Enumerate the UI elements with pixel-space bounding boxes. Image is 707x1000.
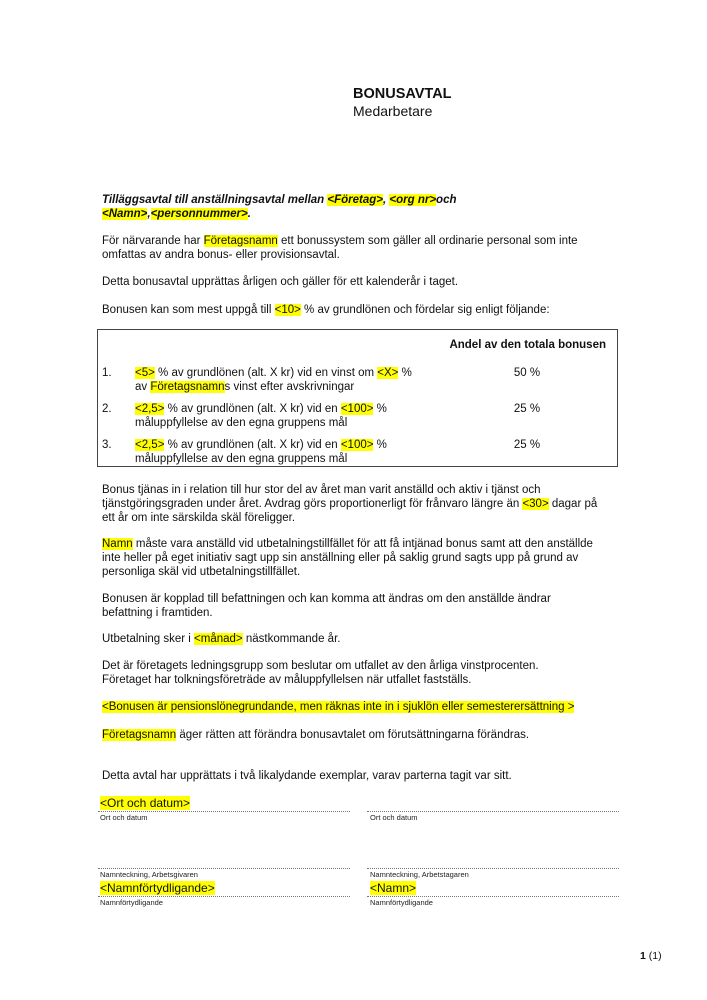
pension-placeholder: <Bonusen är pensionslönegrundande, men räknas inte in i sjuklön eller semesterersättning > [102, 701, 575, 713]
paragraph-position: Bonusen är kopplad till befattningen och kan komma att ändras om den anställde ändrar befattning i framtiden. [102, 593, 551, 619]
text: Bonusen kan som mest uppgå till [102, 304, 275, 316]
text: För närvarande har [102, 235, 204, 247]
bonus-distribution-table [97, 329, 618, 467]
text: av [135, 381, 151, 393]
text: Bonus tjänas in i relation till hur stor del av året man varit anställd och aktiv i tjänst och tjänstgöringsgraden under året. Avdrag görs proportionerligt för frånvaro längre än [102, 484, 541, 510]
text: % [398, 367, 412, 379]
name-clarification-employee: <Namn> [370, 881, 417, 895]
intro-text: Tilläggsavtal till anställningsavtal mellan [102, 194, 328, 206]
paragraph-copies: Detta avtal har upprättats i två likalydande exemplar, varav parterna tagit var sitt. [102, 770, 512, 782]
month-placeholder: <månad> [194, 633, 243, 645]
place-date-line-left [98, 811, 350, 812]
bonus-share: 50 % [513, 367, 541, 379]
name-placeholder: <Namn> [102, 208, 148, 220]
row-description [135, 438, 425, 466]
row-number: 1. [102, 367, 112, 379]
signature-line-employee [367, 868, 619, 869]
intro-conjunction: och [436, 194, 457, 206]
paragraph-max-bonus [102, 303, 622, 317]
row-number: 3. [102, 439, 112, 451]
text: nästkommande år. [242, 633, 341, 645]
clarify-line-right [367, 896, 619, 897]
paragraph-earning [102, 483, 607, 525]
text: ett bonussystem som gäller all ordinarie personal som inte omfattas av andra bonus- eller provisionsavtal. [102, 235, 578, 261]
text: Utbetalning sker i [102, 633, 195, 645]
target-placeholder: <100> [340, 403, 374, 415]
document-title: BONUSAVTAL [353, 86, 452, 102]
intro-paragraph [102, 193, 602, 221]
document-subtitle: Medarbetare [353, 103, 433, 119]
row-number: 2. [102, 403, 112, 415]
row-description [135, 402, 425, 430]
days-placeholder: <30> [522, 498, 549, 510]
row-description [135, 366, 425, 394]
text: måluppfyllelse av den egna gruppens mål [135, 453, 348, 465]
name-placeholder: Namn [102, 538, 133, 550]
company-name-placeholder: Företagsnamn [102, 729, 177, 741]
target-placeholder: <100> [340, 439, 374, 451]
percent-placeholder: <5> [135, 367, 155, 379]
place-date-placeholder: <Ort och datum> [100, 796, 191, 810]
text: måste vara anställd vid utbetalningstillfället för att få intjänad bonus samt att den anställde inte heller på eget initiativ sagt upp sin anställning eller på saklig grund sagts upp på grund av personliga skäl vid utbetalningstillfället. [102, 538, 593, 578]
bonus-share: 25 % [513, 403, 541, 415]
org-number-placeholder: <org nr> [389, 194, 437, 206]
company-placeholder: <Företag> [327, 194, 383, 206]
place-date-line-right [367, 811, 619, 812]
text: % av grundlönen (alt. X kr) vid en [164, 403, 341, 415]
text: % [373, 403, 387, 415]
paragraph-management: Det är företagets ledningsgrupp som beslutar om utfallet av den årliga vinstprocenten. Företaget har tolkningsföreträde av måluppfyllelsen när utfallet fastställs. [102, 660, 539, 686]
name-clarification-employer: <Namnförtydligande> [100, 881, 215, 895]
clarify-line-left [98, 896, 350, 897]
paragraph-payment [102, 632, 602, 646]
percent-placeholder: <2,5> [135, 439, 165, 451]
document-header [353, 86, 452, 120]
intro-separator: , [147, 208, 151, 220]
company-name-placeholder: Företagsnamn [150, 381, 225, 393]
bonus-share: 25 % [513, 439, 541, 451]
place-date-label-left: Ort och datum [100, 813, 148, 822]
paragraph-pension [102, 700, 622, 714]
text: % [373, 439, 387, 451]
text: % av grundlönen (alt. X kr) vid en [164, 439, 341, 451]
signature-line-employer [98, 868, 350, 869]
paragraph-employment-requirement [102, 537, 602, 579]
clarify-label-right: Namnförtydligande [370, 898, 433, 907]
company-name-placeholder: Företagsnamn [203, 235, 278, 247]
text: % av grundlönen (alt. X kr) vid en vinst om [154, 367, 378, 379]
paragraph-change-rights [102, 728, 602, 742]
place-date-label-right: Ort och datum [370, 813, 418, 822]
intro-end: . [247, 208, 251, 220]
signature-label-employee: Namnteckning, Arbetstagaren [370, 870, 469, 879]
signature-label-employer: Namnteckning, Arbetsgivaren [100, 870, 198, 879]
page-total: (1) [645, 950, 662, 962]
intro-separator: , [383, 194, 390, 206]
clarify-label-left: Namnförtydligande [100, 898, 163, 907]
table-header: Andel av den totala bonusen [449, 339, 606, 351]
page-number [640, 950, 662, 962]
text: dagar på ett år om inte särskilda skäl föreligger. [102, 498, 598, 524]
personal-number-placeholder: <personnummer> [150, 208, 248, 220]
target-placeholder: <X> [377, 367, 399, 379]
max-percent-placeholder: <10> [274, 304, 301, 316]
paragraph-annual: Detta bonusavtal upprättas årligen och gäller för ett kalenderår i taget. [102, 276, 459, 288]
page-current: 1 [640, 950, 646, 962]
text: s vinst efter avskrivningar [224, 381, 355, 393]
text: måluppfyllelse av den egna gruppens mål [135, 417, 348, 429]
paragraph-bonus-system [102, 234, 607, 262]
percent-placeholder: <2,5> [135, 403, 165, 415]
text: äger rätten att förändra bonusavtalet om förutsättningarna förändras. [176, 729, 530, 741]
text: % av grundlönen och fördelar sig enligt följande: [300, 304, 550, 316]
